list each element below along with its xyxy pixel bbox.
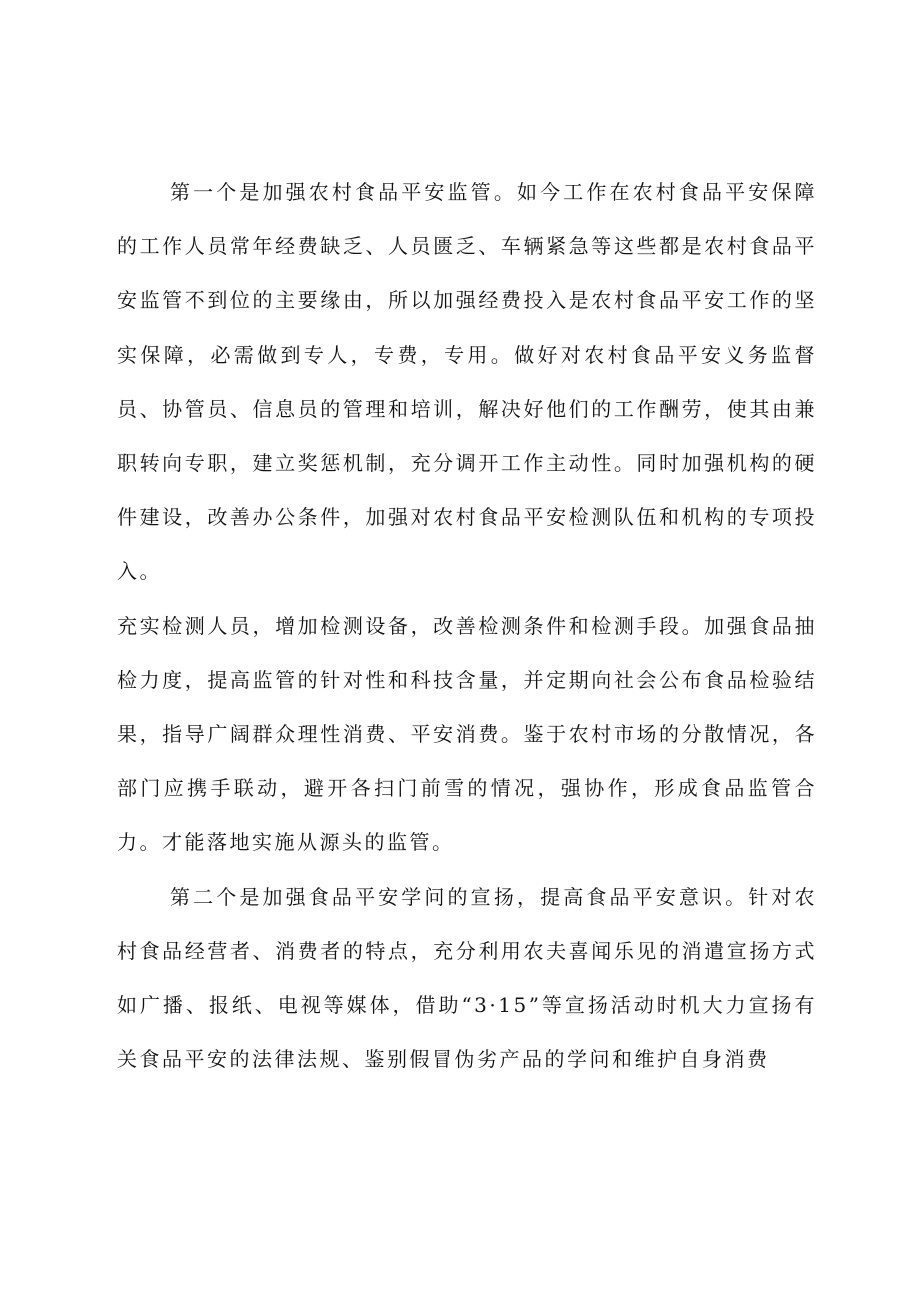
document-body	[117, 165, 817, 1086]
paragraph-food-safety-supervision: 第一个是加强农村食品平安监管。如今工作在农村食品平安保障的工作人员常年经费缺乏、人员匮乏、车辆紧急等这些都是农村食品平安监管不到位的主要缘由，所以加强经费投入是农村食品平安工作的坚实保障，必需做到专人，专费，专用。做好对农村食品平安义务监督员、协管员、信息员的管理和培训，解决好他们的工作酬劳，使其由兼职转向专职，建立奖惩机制，充分调开工作主动性。同时加强机构的硬件建设，改善办公条件，加强对农村食品平安检测队伍和机构的专项投入。	[117, 180, 817, 584]
paragraph-testing-capacity: 充实检测人员，增加检测设备，改善检测条件和检测手段。加强食品抽检力度，提高监管的针对性和科技含量，并定期向社会公布食品检验结果，指导广阔群众理性消费、平安消费。鉴于农村市场的分散情况，各部门应携手联动，避开各扫门前雪的情况，强协作，形成食品监管合力。才能落地实施从源头的监管。	[117, 613, 817, 855]
paragraph-food-safety-publicity: 第二个是加强食品平安学问的宣扬，提高食品平安意识。针对农村食品经营者、消费者的特点，充分利用农夫喜闻乐见的消遣宣扬方式如广播、报纸、电视等媒体，借助“3·15”等宣扬活动时机大力宣扬有关食品平安的法律法规、鉴别假冒伪劣产品的学问和维护自身消费	[117, 884, 817, 1072]
